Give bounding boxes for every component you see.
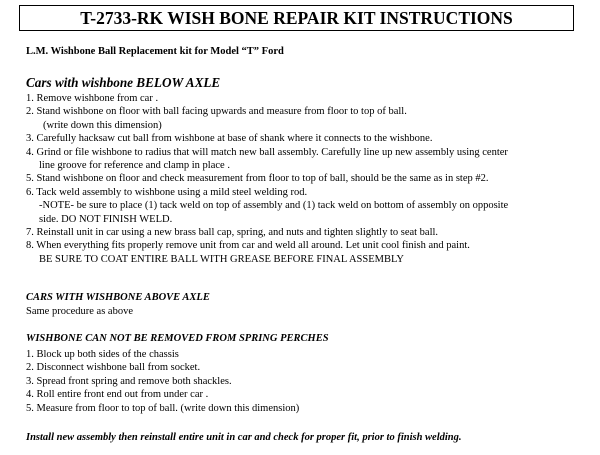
step-line: 3. Spread front spring and remove both shackles.	[26, 375, 232, 387]
step-line: 2. Disconnect wishbone ball from socket.	[26, 362, 201, 374]
section-heading-below-axle: Cars with wishbone BELOW AXLE	[26, 75, 221, 90]
step-line: 7. Reinstall unit in car using a new brass ball cap, spring, and nuts and tighten slightly to seat ball.	[26, 226, 439, 238]
step-line: 8. When everything fits properly remove unit from car and weld all around. Let unit cool finish and paint.	[26, 240, 470, 252]
step-line: (write down this dimension)	[43, 119, 162, 131]
step-line: 5. Measure from floor to top of ball. (write down this dimension)	[26, 402, 300, 414]
kit-subtitle: L.M. Wishbone Ball Replacement kit for Model “T” Ford	[26, 46, 284, 57]
step-line: side. DO NOT FINISH WELD.	[39, 213, 173, 225]
step-line: line groove for reference and clamp in place .	[39, 159, 230, 171]
step-line: 2. Stand wishbone on floor with ball facing upwards and measure from floor to top of ball.	[26, 106, 407, 118]
step-line: 1. Remove wishbone from car .	[26, 93, 159, 104]
step-line: 5. Stand wishbone on floor and check measurement from floor to top of ball, should be the same as in step #2.	[26, 173, 489, 185]
step-line: -NOTE- be sure to place (1) tack weld on top of assembly and (1) tack weld on bottom of assembly on opposite	[39, 200, 509, 212]
step-line: 3. Carefully hacksaw cut ball from wishbone at base of shank where it connects to the wishbone.	[26, 133, 433, 145]
spring-perches-steps	[26, 348, 299, 415]
step-line: 4. Grind or file wishbone to radius that will match new ball assembly. Carefully line up new assembly using center	[26, 146, 508, 158]
step-line: 1. Block up both sides of the chassis	[26, 349, 179, 360]
section-heading-above-axle: CARS WITH WISHBONE ABOVE AXLE	[26, 292, 210, 303]
final-note: Install new assembly then reinstall entire unit in car and check for proper fit, prior to finish welding.	[26, 432, 462, 443]
below-axle-steps	[26, 92, 586, 266]
step-line: 4. Roll entire front end out from under car .	[26, 389, 209, 401]
step-line: 6. Tack weld assembly to wishbone using a mild steel welding rod.	[26, 186, 308, 198]
above-axle-text: Same procedure as above	[26, 306, 133, 317]
page-title: T-2733-RK WISH BONE REPAIR KIT INSTRUCTIONS	[19, 5, 574, 31]
section-heading-spring-perches: WISHBONE CAN NOT BE REMOVED FROM SPRING PERCHES	[26, 333, 329, 344]
step-line: BE SURE TO COAT ENTIRE BALL WITH GREASE BEFORE FINAL ASSEMBLY	[39, 253, 404, 265]
